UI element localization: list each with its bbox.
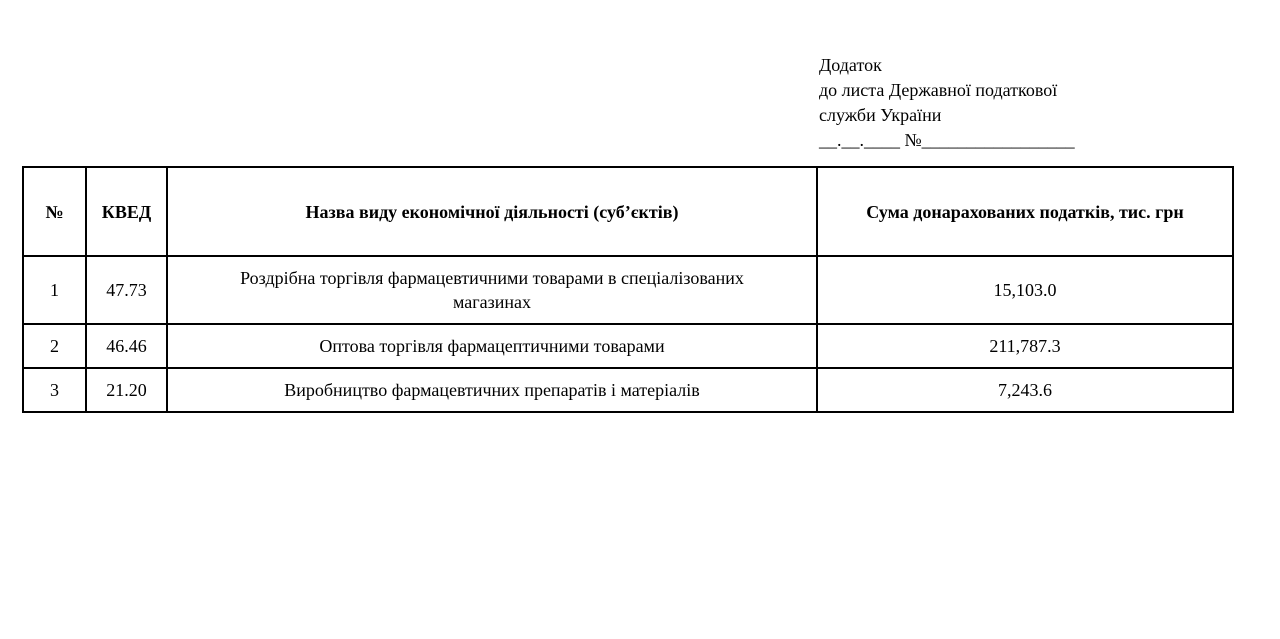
row-activity-name: Роздрібна торгівля фармацевтичними товарами в спеціалізованих магазинах [167, 256, 817, 324]
row-activity-name: Виробництво фармацевтичних препаратів і матеріалів [167, 368, 817, 412]
table-row [23, 324, 1233, 368]
row-kved: 46.46 [86, 324, 167, 368]
row-tax-sum: 7,243.6 [817, 368, 1233, 412]
appendix-authority: служби України [819, 105, 942, 125]
row-kved: 47.73 [86, 256, 167, 324]
row-tax-sum: 211,787.3 [817, 324, 1233, 368]
column-header-tax-sum: Сума донарахованих податків, тис. грн [817, 167, 1233, 256]
row-number: 2 [23, 324, 86, 368]
row-kved: 21.20 [86, 368, 167, 412]
column-header-activity-name: Назва виду економічної діяльності (суб’єктів) [167, 167, 817, 256]
column-header-kved: КВЕД [86, 167, 167, 256]
table-row [23, 368, 1233, 412]
appendix-title: Додаток [819, 55, 882, 75]
appendix-date-number: __.__.____ №_________________ [819, 130, 1075, 150]
row-number: 1 [23, 256, 86, 324]
row-activity-name: Оптова торгівля фармацептичними товарами [167, 324, 817, 368]
appendix-header [819, 53, 1075, 153]
table-header-row [23, 167, 1233, 256]
appendix-letter-ref: до листа Державної податкової [819, 80, 1058, 100]
row-tax-sum: 15,103.0 [817, 256, 1233, 324]
table-row [23, 256, 1233, 324]
column-header-number: № [23, 167, 86, 256]
row-number: 3 [23, 368, 86, 412]
tax-table [22, 166, 1234, 413]
